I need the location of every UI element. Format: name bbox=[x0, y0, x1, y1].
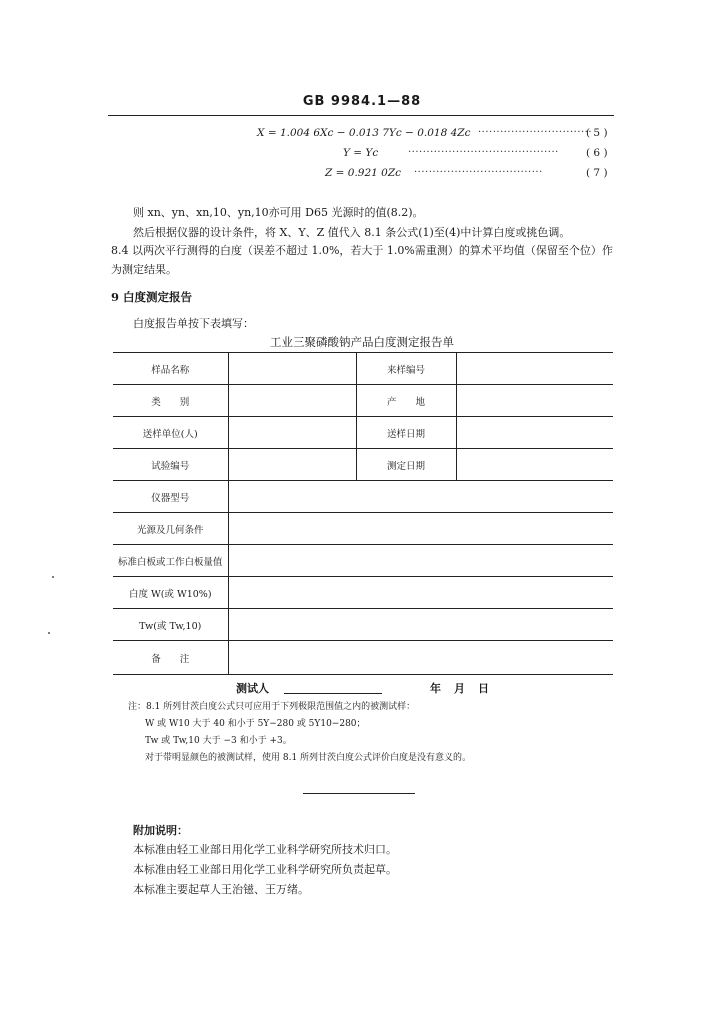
table-row bbox=[113, 545, 613, 577]
end-rule bbox=[303, 793, 415, 794]
equation-5: X = 1.004 6Xc − 0.013 7Yc − 0.018 4Zc bbox=[257, 127, 471, 139]
label-send-date: 送样日期 bbox=[356, 417, 456, 449]
clause-8-4-line1: 8.4 以两次平行测得的白度（误差不超过 1.0%，若大于 1.0%需重测）的算术平均值（保留至个位）作 bbox=[111, 244, 613, 257]
table-row bbox=[113, 481, 613, 513]
table-row bbox=[113, 513, 613, 545]
field-send-date bbox=[456, 417, 613, 449]
whiteness-report-form bbox=[113, 352, 613, 675]
note-line-1: 注：8.1 所列甘茨白度公式只可应用于下列极限范围值之内的被测试样： bbox=[128, 702, 416, 712]
label-test-no: 试验编号 bbox=[113, 449, 228, 481]
field-instrument bbox=[228, 481, 613, 513]
note-line-3: Tw 或 Tw,10 大于 −3 和小于 +3。 bbox=[145, 736, 292, 746]
equation-5-leader: ······························· bbox=[478, 127, 593, 138]
equation-7-leader: ··································· bbox=[414, 167, 543, 178]
date-year-label: 年 bbox=[430, 682, 441, 695]
appendix-line-3: 本标准主要起草人王治镃、王万绪。 bbox=[133, 883, 309, 896]
field-light-geometry bbox=[228, 513, 613, 545]
report-intro: 白度报告单按下表填写： bbox=[133, 317, 254, 330]
label-test-date: 测定日期 bbox=[356, 449, 456, 481]
clause-8-4-line2: 为测定结果。 bbox=[111, 263, 177, 276]
date-day-label: 日 bbox=[478, 682, 489, 695]
equation-6: Y = Yc bbox=[343, 147, 379, 159]
appendix-line-2: 本标准由轻工业部日用化学工业科学研究所负责起草。 bbox=[133, 863, 397, 876]
table-row bbox=[113, 641, 613, 675]
tester-signature-line bbox=[284, 693, 382, 694]
label-sample-name: 样品名称 bbox=[113, 353, 228, 385]
tester-label: 测试人 bbox=[236, 682, 269, 695]
label-remarks: 备 注 bbox=[113, 641, 228, 675]
table-row bbox=[113, 449, 613, 481]
table-row bbox=[113, 353, 613, 385]
scan-speck bbox=[48, 632, 50, 634]
paragraph-calculation: 然后根据仪器的设计条件，将 X、Y、Z 值代入 8.1 条公式(1)至(4)中计算白度或挑色调。 bbox=[133, 226, 571, 239]
label-category: 类 别 bbox=[113, 385, 228, 417]
field-sample-no bbox=[456, 353, 613, 385]
equation-6-number: ( 6 ) bbox=[586, 147, 608, 159]
label-sender: 送样单位(人) bbox=[113, 417, 228, 449]
label-light-geometry: 光源及几何条件 bbox=[113, 513, 228, 545]
paragraph-d65: 则 xn、yn、xn,10、yn,10亦可用 D65 光源时的值(8.2)。 bbox=[133, 206, 424, 219]
table-row bbox=[113, 609, 613, 641]
label-instrument: 仪器型号 bbox=[113, 481, 228, 513]
label-sample-no: 来样编号 bbox=[356, 353, 456, 385]
standard-code-header: GB 9984.1—88 bbox=[302, 94, 422, 109]
header-rule bbox=[108, 115, 614, 116]
appendix-line-1: 本标准由轻工业部日用化学工业科学研究所技术归口。 bbox=[133, 843, 397, 856]
field-std-board bbox=[228, 545, 613, 577]
equation-5-number: ( 5 ) bbox=[586, 127, 608, 139]
date-month-label: 月 bbox=[454, 682, 465, 695]
field-test-no bbox=[228, 449, 356, 481]
label-std-board: 标准白板或工作白板量值 bbox=[113, 545, 228, 577]
field-remarks bbox=[228, 641, 613, 675]
equation-6-leader: ········································· bbox=[408, 147, 559, 158]
label-whiteness: 白度 W(或 W10%) bbox=[113, 577, 228, 609]
table-row bbox=[113, 385, 613, 417]
table-row bbox=[113, 577, 613, 609]
section-9-heading: 9 白度测定报告 bbox=[111, 290, 193, 304]
field-whiteness bbox=[228, 577, 613, 609]
note-line-4: 对于带明显颜色的被测试样，使用 8.1 所列甘茨白度公式评价白度是没有意义的。 bbox=[145, 753, 472, 763]
label-origin: 产 地 bbox=[356, 385, 456, 417]
field-sample-name bbox=[228, 353, 356, 385]
note-line-2: W 或 W10 大于 40 和小于 5Y−280 或 5Y10−280； bbox=[145, 719, 366, 729]
equation-7-number: ( 7 ) bbox=[586, 167, 608, 179]
field-tint bbox=[228, 609, 613, 641]
appendix-title: 附加说明： bbox=[133, 824, 188, 837]
scan-speck bbox=[52, 576, 54, 578]
field-category bbox=[228, 385, 356, 417]
report-caption: 工业三聚磷酸钠产品白度测定报告单 bbox=[270, 335, 454, 349]
label-tint: Tw(或 Tw,10) bbox=[113, 609, 228, 641]
field-sender bbox=[228, 417, 356, 449]
field-origin bbox=[456, 385, 613, 417]
equation-7: Z = 0.921 0Zc bbox=[325, 167, 402, 179]
field-test-date bbox=[456, 449, 613, 481]
table-row bbox=[113, 417, 613, 449]
